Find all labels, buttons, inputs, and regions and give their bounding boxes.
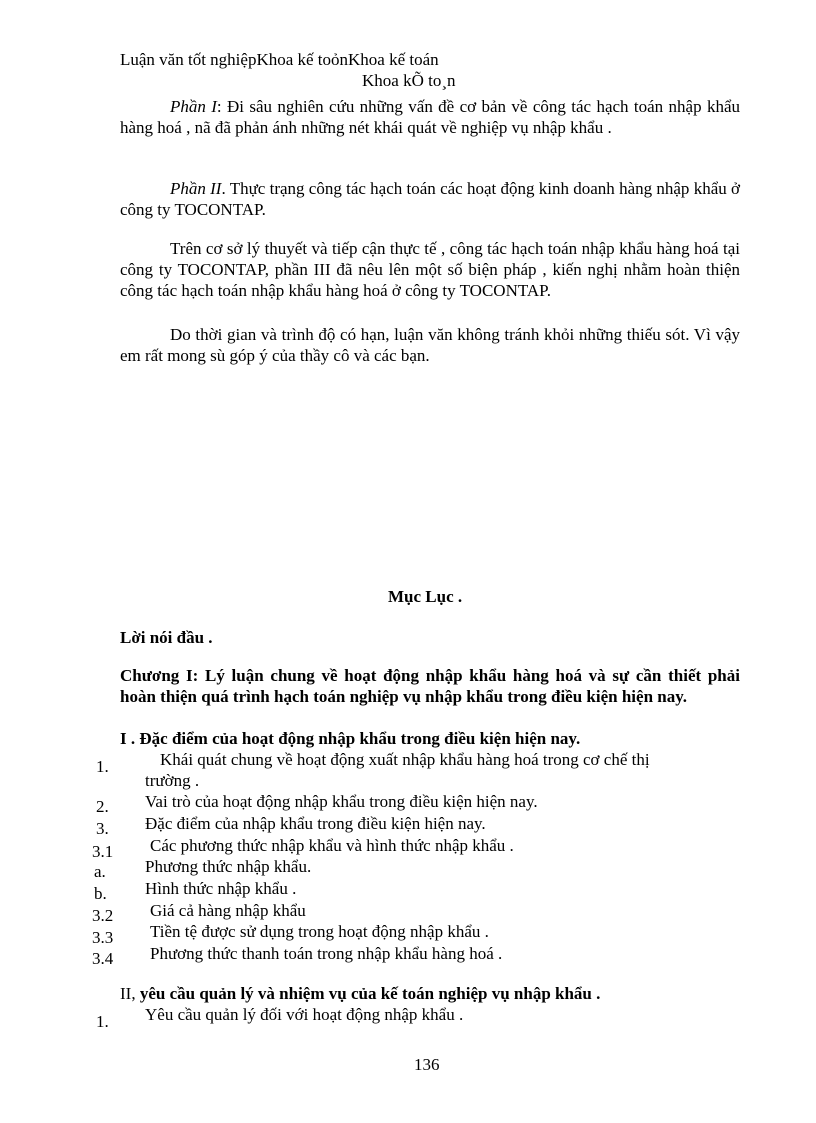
toc-item: Phương thức thanh toán trong nhập khẩu hàng hoá . bbox=[150, 944, 503, 963]
intro-paragraph-4: Do thời gian và trình độ có hạn, luận văn không tránh khỏi những thiếu sót. Vì vậy em rất mong sù góp ý của thầy cô và các bạn. bbox=[120, 325, 740, 365]
toc-item: Phương thức nhập khẩu. bbox=[145, 857, 312, 876]
toc-section-1: I . Đặc điểm của hoạt động nhập khẩu trong điều kiện hiện nay. bbox=[120, 729, 581, 748]
running-header: Luận văn tốt nghiệpKhoa kế toỏnKhoa kế toán bbox=[120, 50, 439, 69]
section-title: yêu cầu quản lý và nhiệm vụ của kế toán nghiệp vụ nhập khẩu . bbox=[139, 984, 601, 1003]
toc-item-number: a. bbox=[94, 862, 106, 881]
toc-item-number: b. bbox=[94, 884, 107, 903]
toc-item: Yêu cầu quản lý đối với hoạt động nhập khẩu . bbox=[145, 1005, 464, 1024]
toc-chapter-1: Chương I: Lý luận chung về hoạt động nhập khẩu hàng hoá và sự cần thiết phải hoàn thiện quá trình hạch toán nghiệp vụ nhập khẩu trong điều kiện hiện nay. bbox=[120, 666, 740, 706]
part-label: Phần I bbox=[170, 97, 217, 116]
toc-item: Các phương thức nhập khẩu và hình thức nhập khẩu . bbox=[150, 836, 514, 855]
toc-title: Mục Lục . bbox=[388, 587, 463, 606]
toc-item-number: 1. bbox=[96, 757, 109, 776]
intro-paragraph-1 bbox=[120, 96, 740, 138]
toc-item: Hình thức nhập khẩu . bbox=[145, 879, 297, 898]
section-number: II, bbox=[120, 984, 140, 1003]
toc-item-number: 3.2 bbox=[92, 906, 114, 925]
paragraph-text: : Đi sâu nghiên cứu những vấn đề cơ bản về công tác hạch toán nhập khẩu hàng hoá , nã đã phản ánh những nét khái quát về nghiệp vụ nhập khẩu . bbox=[120, 97, 741, 137]
toc-item-number: 1. bbox=[96, 1012, 109, 1031]
toc-item-number: 3.1 bbox=[92, 842, 114, 861]
toc-item: Giá cả hàng nhập khẩu bbox=[150, 901, 306, 920]
toc-item: Khái quát chung về hoạt động xuất nhập khẩu hàng hoá trong cơ chế thị bbox=[160, 750, 650, 769]
part-label: Phần II bbox=[170, 179, 222, 198]
toc-item-number: 3.4 bbox=[92, 949, 114, 968]
toc-item: Vai trò của hoạt động nhập khẩu trong điều kiện hiện nay. bbox=[145, 792, 538, 811]
toc-item: trường . bbox=[145, 771, 200, 790]
intro-paragraph-3: Trên cơ sở lý thuyết và tiếp cận thực tế , công tác hạch toán nhập khẩu hàng hoá tại công ty TOCONTAP, phần III đã nêu lên một số biện pháp , kiến nghị nhằm hoàn thiện công tác hạch toán nhập khẩu hàng hoá ở công ty TOCONTAP. bbox=[120, 239, 740, 300]
toc-preface: Lời nói đầu . bbox=[120, 628, 213, 647]
paragraph-text: . Thực trạng công tác hạch toán các hoạt động kinh doanh hàng nhập khẩu ở công ty TOCONTAP. bbox=[120, 179, 740, 219]
toc-section-2 bbox=[120, 984, 600, 1004]
page-number: 136 bbox=[414, 1055, 440, 1074]
intro-paragraph-2 bbox=[120, 178, 740, 220]
toc-item: Tiền tệ được sử dụng trong hoạt động nhập khẩu . bbox=[150, 922, 489, 941]
running-header-garbled: Khoa kÕ to¸n bbox=[362, 71, 456, 90]
toc-item: Đặc điểm của nhập khẩu trong điều kiện hiện nay. bbox=[145, 814, 486, 833]
toc-item-number: 2. bbox=[96, 797, 109, 816]
toc-item-number: 3. bbox=[96, 819, 109, 838]
toc-item-number: 3.3 bbox=[92, 928, 114, 947]
